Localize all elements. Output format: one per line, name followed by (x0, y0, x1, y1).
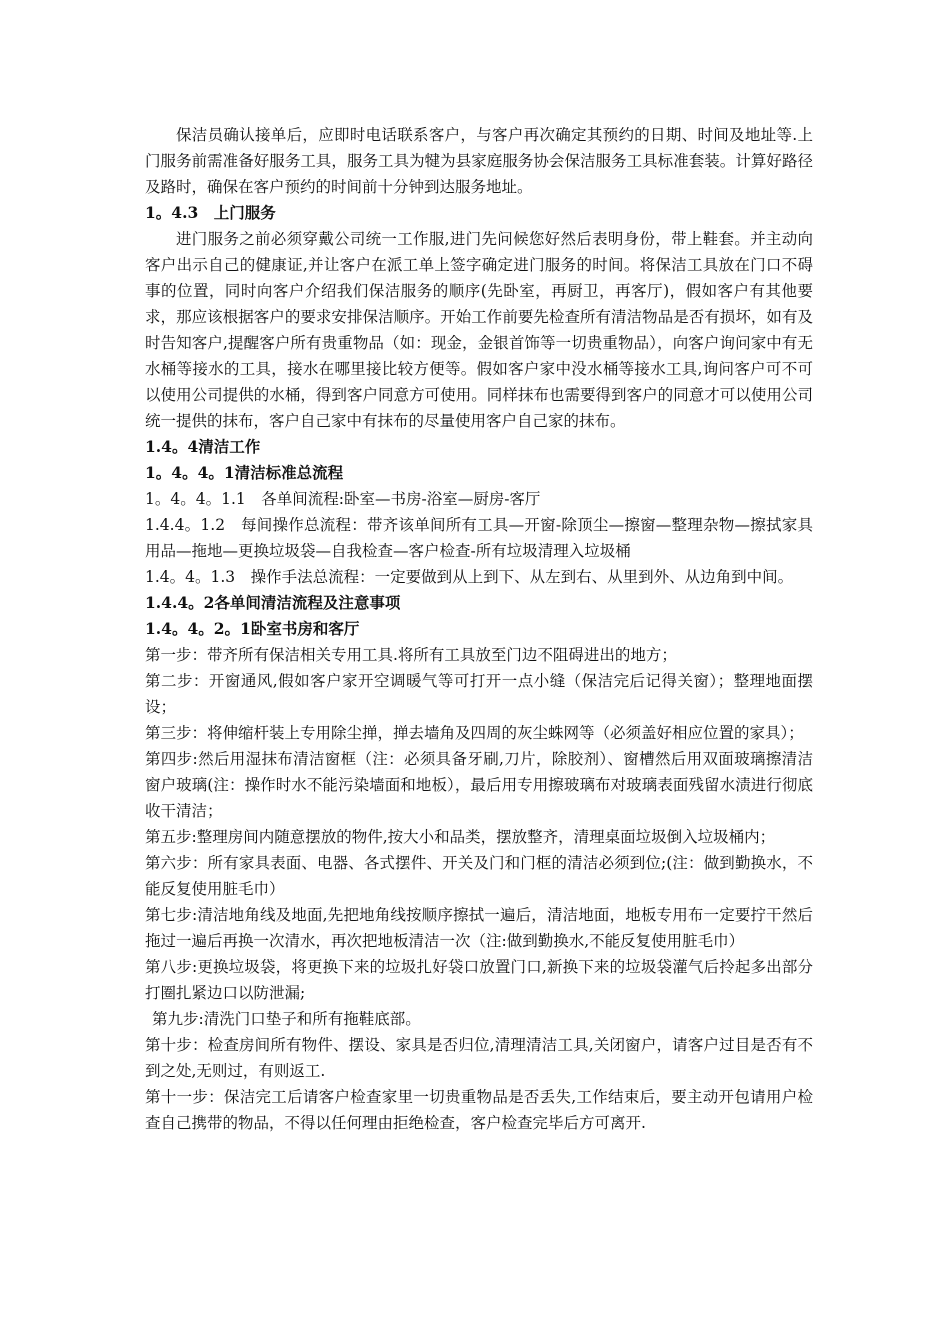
subsection-1-4-4-1-2: 1.4.4。1.2 每间操作总流程：带齐该单间所有工具—开窗-除顶尘—擦窗—整理杂物—擦拭家具用品—拖地—更换垃圾袋—自我检查—客户检查-所有垃圾清理入垃圾桶 (145, 516, 813, 560)
step-8: 第八步:更换垃圾袋，将更换下来的垃圾扎好袋口放置门口,新换下来的垃圾袋灌气后拎起多出部分打圈扎紧边口以防泄漏; (145, 958, 813, 1002)
step-9: 第九步:清洗门口垫子和所有拖鞋底部。 (151, 1010, 421, 1028)
section-heading-1-4-4: 1.4。4清洁工作 (145, 437, 261, 456)
section-heading-1-4-3: 1。4.3 上门服务 (145, 203, 276, 222)
step-11: 第十一步：保洁完工后请客户检查家里一切贵重物品是否丢失,工作结束后，要主动开包请用户检查自己携带的物品，不得以任何理由拒绝检查，客户检查完毕后方可离开. (145, 1088, 813, 1132)
door-service-paragraph: 进门服务之前必须穿戴公司统一工作服,进门先问候您好然后表明身份，带上鞋套。并主动向客户出示自己的健康证,并让客户在派工单上签字确定进门服务的时间。将保洁工具放在门口不碍事的位置，同时向客户介绍我们保洁服务的顺序(先卧室，再厨卫，再客厅)，假如客户有其他要求，那应该根据客户的要求安排保洁顺序。开始工作前要先检查所有清洁物品是否有损坏，如有及时告知客户,提醒客户所有贵重物品（如：现金，金银首饰等一切贵重物品），向客户询问家中有无水桶等接水的工具，接水在哪里接比较方便等。假如客户家中没水桶等接水工具,询问客户可不可以使用公司提供的水桶，得到客户同意方可使用。同样抹布也需要得到客户的同意才可以使用公司统一提供的抹布，客户自己家中有抹布的尽量使用客户自己家的抹布。 (145, 230, 813, 430)
section-heading-1-4-4-1: 1。4。4。1清洁标准总流程 (145, 463, 344, 482)
step-6: 第六步：所有家具表面、电器、各式摆件、开关及门和门框的清洁必须到位;(注：做到勤换水，不能反复使用脏毛巾） (145, 854, 813, 898)
step-10: 第十步：检查房间所有物件、摆设、家具是否归位,清理清洁工具,关闭窗户，请客户过目是否有不到之处,无则过，有则返工. (145, 1036, 813, 1080)
section-heading-1-4-4-2-1: 1.4。4。2。1卧室书房和客厅 (145, 619, 360, 638)
subsection-1-4-4-1-3: 1.4。4。1.3 操作手法总流程：一定要做到从上到下、从左到右、从里到外、从边角到中间。 (145, 568, 794, 586)
step-7: 第七步:清洁地角线及地面,先把地角线按顺序擦拭一遍后，清洁地面，地板专用布一定要拧干然后拖过一遍后再换一次清水，再次把地板清洁一次（注:做到勤换水,不能反复使用脏毛巾） (145, 906, 813, 950)
step-3: 第三步：将伸缩杆装上专用除尘掸，掸去墙角及四周的灰尘蛛网等（必须盖好相应位置的家具）； (145, 724, 804, 742)
intro-paragraph: 保洁员确认接单后，应即时电话联系客户，与客户再次确定其预约的日期、时间及地址等.上门服务前需准备好服务工具，服务工具为犍为县家庭服务协会保洁服务工具标准套装。计算好路径及路时，确保在客户预约的时间前十分钟到达服务地址。 (145, 126, 813, 196)
subsection-1-4-4-1-1: 1。4。4。1.1 各单间流程:卧室—书房-浴室—厨房-客厅 (145, 490, 541, 508)
document-page (145, 122, 813, 1136)
step-5: 第五步:整理房间内随意摆放的物件,按大小和品类，摆放整齐，清理桌面垃圾倒入垃圾桶内； (145, 828, 776, 846)
step-4: 第四步:然后用湿抹布清洁窗框（注：必须具备牙刷,刀片，除胶剂）、窗槽然后用双面玻璃擦清洁窗户玻璃(注：操作时水不能污染墙面和地板），最后用专用擦玻璃布对玻璃表面残留水渍进行彻底收干清洁； (145, 750, 813, 820)
step-1: 第一步：带齐所有保洁相关专用工具.将所有工具放至门边不阻碍进出的地方； (145, 646, 677, 664)
section-heading-1-4-4-2: 1.4.4。2各单间清洁流程及注意事项 (145, 593, 401, 612)
step-2: 第二步：开窗通风,假如客户家开空调暖气等可打开一点小缝（保洁完后记得关窗）；整理地面摆设； (145, 672, 813, 716)
